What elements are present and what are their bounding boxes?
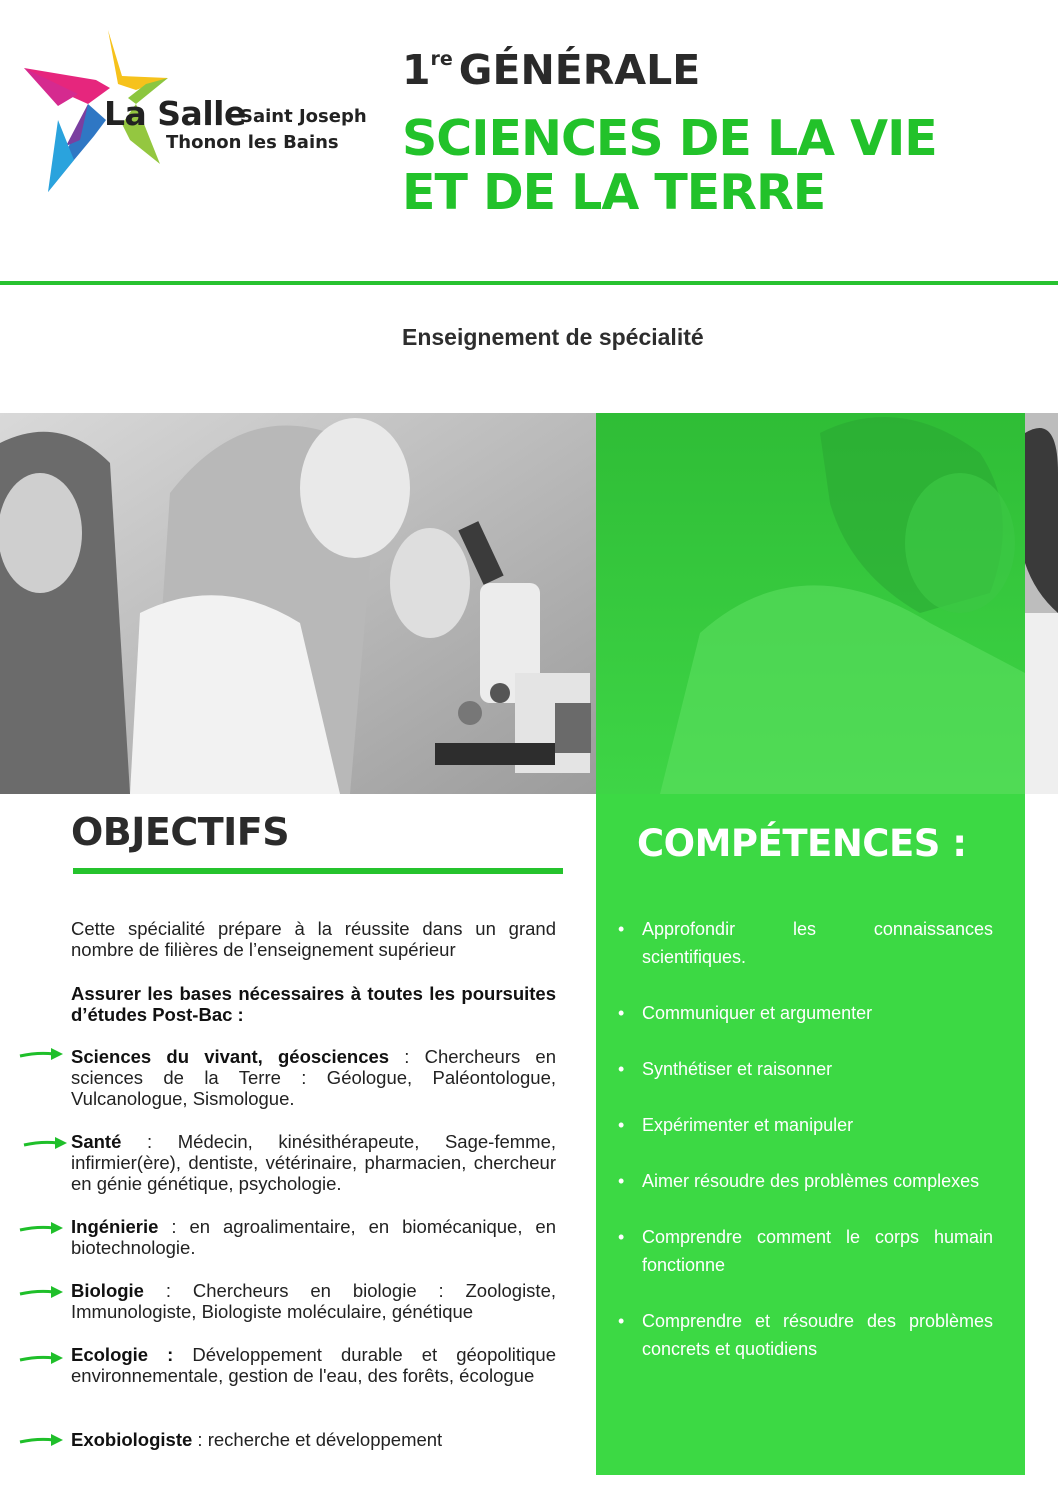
- bullet-icon: •: [618, 1227, 625, 1247]
- level-heading: [402, 46, 700, 94]
- page-title: [402, 112, 937, 220]
- green-arrow-icon: [18, 1046, 64, 1064]
- green-arrow-icon: [18, 1350, 64, 1368]
- objectifs-intro: Cette spécialité prépare à la réussite dans un grand nombre de filières de l’enseignement supérieur: [71, 918, 556, 960]
- objectif-item: Exobiologiste : recherche et développement: [71, 1429, 443, 1450]
- school-logo: [18, 24, 378, 199]
- objectif-item: Ingénierie : en agroalimentaire, en biomécanique, en biotechnologie.: [71, 1216, 556, 1258]
- header-divider: [0, 281, 1058, 285]
- bullet-icon: •: [618, 1059, 625, 1079]
- objectifs-lead: Assurer les bases nécessaires à toutes les poursuites d’études Post-Bac :: [71, 983, 556, 1025]
- level-label: GÉNÉRALE: [458, 46, 701, 94]
- objectif-item: Biologie : Chercheurs en biologie : Zoologiste, Immunologiste, Biologiste moléculaire, génétique: [71, 1280, 556, 1322]
- objectif-item: Ecologie : Développement durable et géopolitique environnementale, gestion de l'eau, des forêts, écologue: [71, 1344, 556, 1386]
- list-item: • Communiquer et argumenter: [615, 999, 993, 1027]
- logo-line3: Thonon les Bains: [166, 132, 339, 153]
- list-item: • Aimer résoudre des problèmes complexes: [615, 1167, 993, 1195]
- list-item: • Expérimenter et manipuler: [615, 1111, 993, 1139]
- bullet-icon: •: [618, 1003, 625, 1023]
- page-subtitle: Enseignement de spécialité: [402, 324, 704, 350]
- hero-photo: [0, 413, 1058, 794]
- level-number: 1: [402, 46, 431, 94]
- list-item: • Synthétiser et raisonner: [615, 1055, 993, 1083]
- objectif-item: Sciences du vivant, géosciences : Chercheurs en sciences de la Terre : Géologue, Paléontologue, Vulcanologue, Sismologue.: [71, 1046, 556, 1109]
- green-arrow-icon: [22, 1135, 68, 1153]
- logo-name: La Salle: [104, 94, 246, 133]
- title-line-1: SCIENCES DE LA VIE: [402, 110, 937, 167]
- title-line-2: ET DE LA TERRE: [402, 164, 826, 221]
- green-arrow-icon: [18, 1220, 64, 1238]
- green-arrow-icon: [18, 1284, 64, 1302]
- bullet-icon: •: [618, 919, 625, 939]
- competences-list: [615, 915, 993, 1363]
- list-item: • Comprendre et résoudre des problèmes concrets et quotidiens: [615, 1307, 993, 1363]
- list-item: • Comprendre comment le corps humain fonctionne: [615, 1223, 993, 1279]
- bullet-icon: •: [618, 1171, 625, 1191]
- green-arrow-icon: [18, 1432, 64, 1450]
- objectifs-heading: OBJECTIFS: [71, 810, 290, 854]
- bullet-icon: •: [618, 1311, 625, 1331]
- objectif-item: Santé : Médecin, kinésithérapeute, Sage-femme, infirmier(ère), dentiste, vétérinaire, pharmacien, chercheur en génie génétique, psychologie.: [71, 1131, 556, 1194]
- objectifs-divider: [73, 868, 563, 874]
- competences-heading: COMPÉTENCES :: [637, 822, 967, 865]
- bullet-icon: •: [618, 1115, 625, 1135]
- level-suffix: re: [430, 48, 453, 70]
- list-item: • Approfondir les connaissances scientifiques.: [615, 915, 993, 971]
- logo-line2: Saint Joseph: [240, 106, 367, 127]
